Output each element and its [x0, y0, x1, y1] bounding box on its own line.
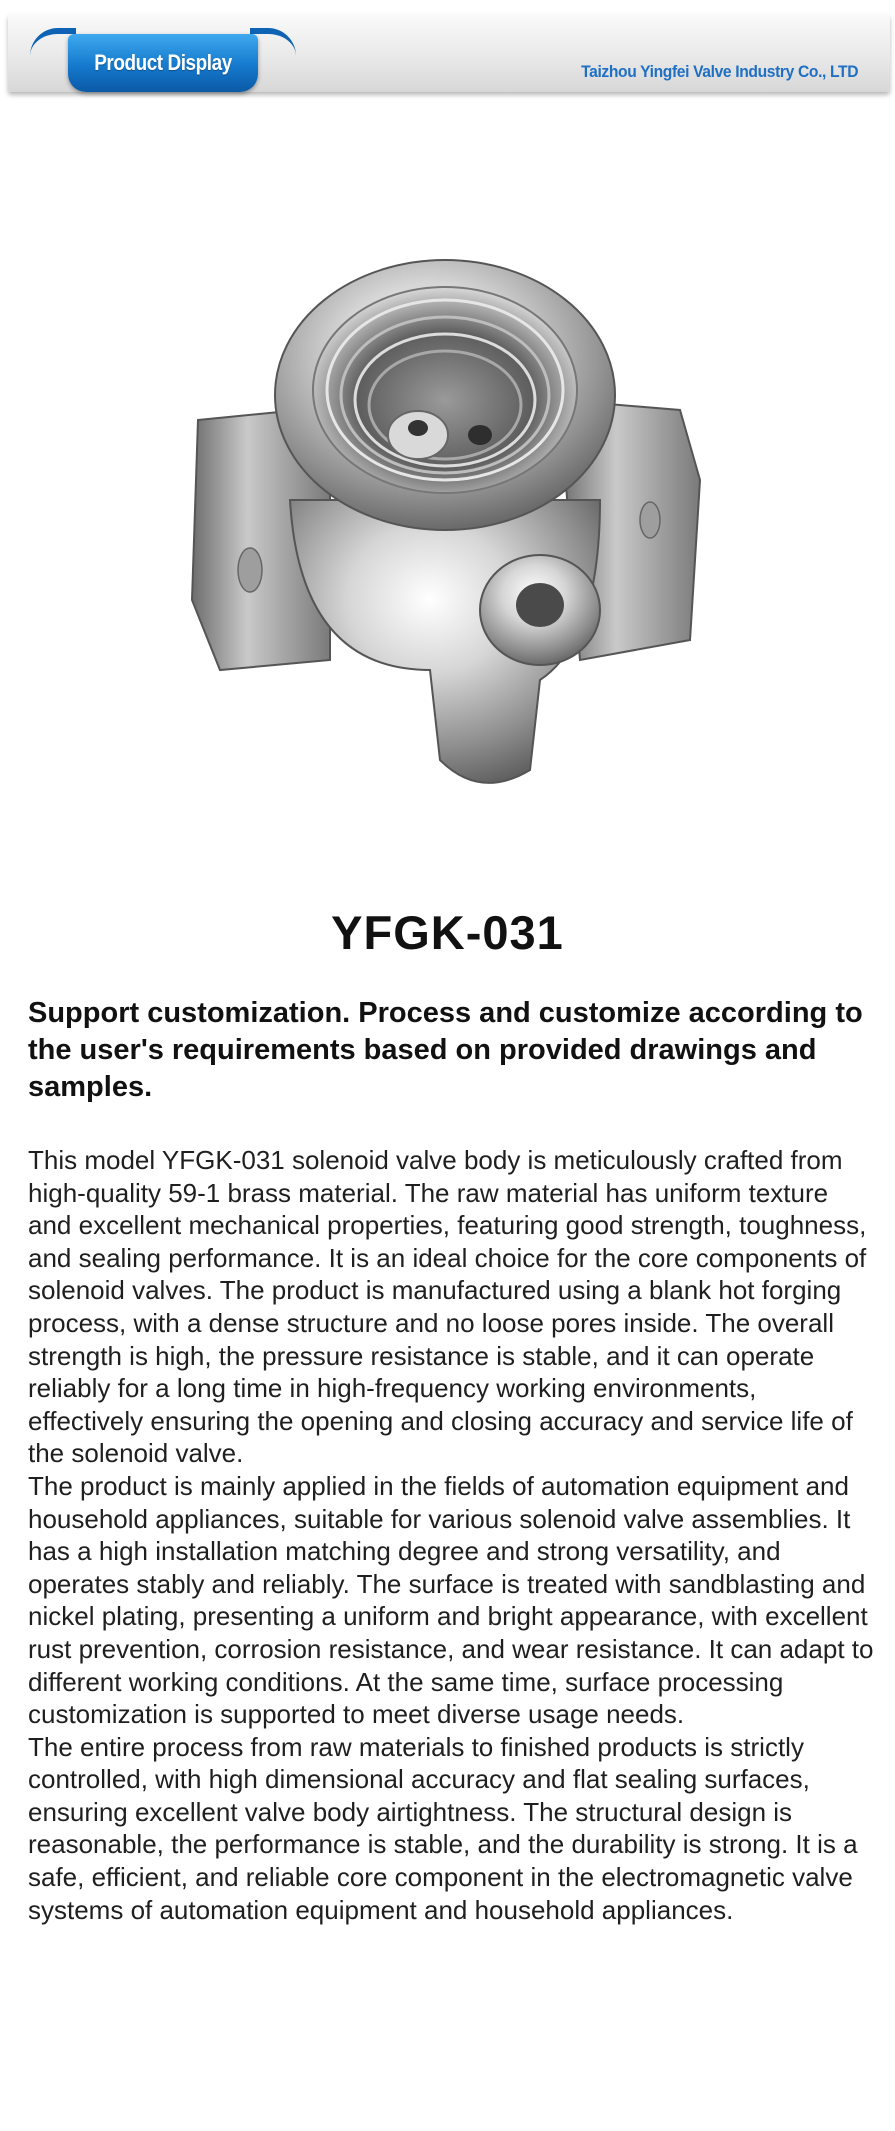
description-paragraph: This model YFGK-031 solenoid valve body is meticulously crafted from high-quality 59-1 brass material. The raw material has uniform texture and excellent mechanical properties, featuring good strength, toughness, and sealing performance. It is an ideal choice for the core components of solenoid valves. The product is manufactured using a blank hot forging process, with a dense structure and no loose pores inside. The overall strength is high, the pressure resistance is stable, and it can operate reliably for a long time in high-frequency working environments, effectively ensuring the opening and closing accuracy and service life of the solenoid valve.: [28, 1145, 867, 1469]
customization-headline: Support customization. Process and customize according to the user's requirements based on provided drawings and samples.: [28, 997, 863, 1103]
header-banner: [8, 14, 890, 92]
product-description: [28, 1144, 878, 1926]
description-paragraph: The product is mainly applied in the fields of automation equipment and household appliances, suitable for various solenoid valve assemblies. It has a high installation matching degree and strong versatility, and operates stably and reliably. The surface is treated with sandblasting and nickel plating, presenting a uniform and bright appearance, with excellent rust prevention, corrosion resistance, and wear resistance. It can adapt to different working conditions. At the same time, surface processing customization is supported to meet diverse usage needs.: [28, 1470, 874, 1730]
product-model-title: YFGK-031: [331, 906, 564, 959]
company-name: Taizhou Yingfei Valve Industry Co., LTD: [580, 62, 858, 81]
description-paragraph: The entire process from raw materials to finished products is strictly controlled, with high dimensional accuracy and flat sealing surfaces, ensuring excellent valve body airtightness. The structural design is reasonable, the performance is stable, and the durability is strong. It is a safe, efficient, and reliable core component in the electromagnetic valve systems of automation equipment and household appliances.: [28, 1731, 858, 1925]
valve-body-photo: [180, 240, 720, 800]
product-display-tab: [68, 34, 258, 92]
product-display-label: Product Display: [94, 50, 232, 75]
